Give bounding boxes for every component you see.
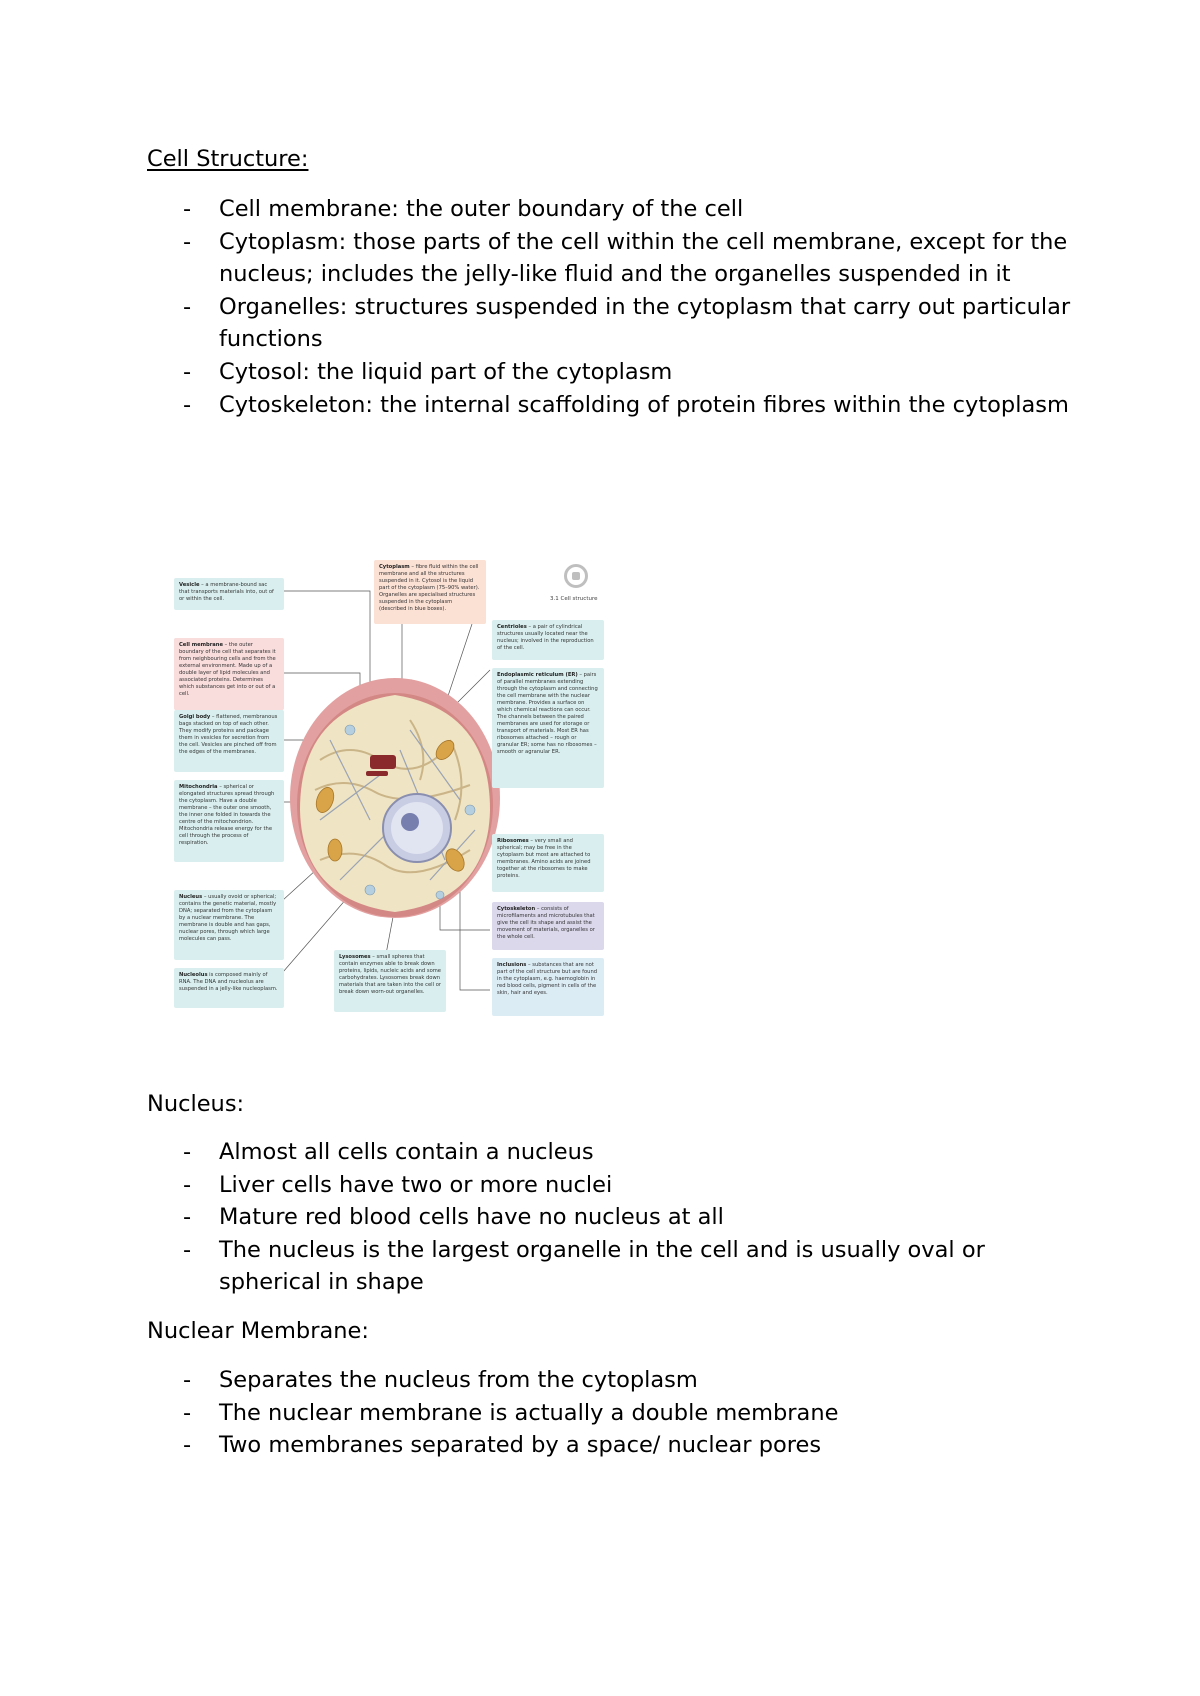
list-item: - Mature red blood cells have no nucleus at all (147, 1201, 1077, 1234)
bullet-dash: - (183, 228, 192, 255)
bullet-dash: - (183, 1367, 192, 1393)
label-nucleus: Nucleus – usually ovoid or spherical; contains the genetic material, mostly DNA; separated from the cytoplasm by a nuclear membrane. The membrane is double and has gaps, nuclear pores, through which large molecules can pass. (174, 890, 284, 960)
label-ribosomes: Ribosomes – very small and spherical; may be free in the cytoplasm but most are attached to membranes. Amino acids are joined together at the ribosomes to make proteins. (492, 834, 604, 892)
bullet-dash: - (183, 1432, 192, 1459)
list-item: - Cytoplasm: those parts of the cell within the cell membrane, except for the nucleus; includes the jelly-like fluid and the organelles suspended in it (147, 226, 1077, 291)
bullet-dash: - (183, 1399, 192, 1426)
list-item: - Separates the nucleus from the cytoplasm (147, 1364, 1077, 1397)
list-item: - Cytoskeleton: the internal scaffolding of protein fibres within the cytoplasm (147, 389, 1077, 422)
label-cytoplasm: Cytoplasm – fibre fluid within the cell membrane and all the structures suspended in it. Cytosol is the liquid part of the cytoplasm (75–90% water). Organelles are specialised structures suspended in the cytoplasm (described in blue boxes). (374, 560, 486, 624)
bullet-dash: - (183, 1236, 192, 1263)
list-item: - The nucleus is the largest organelle in the cell and is usually oval or spherical in shape (147, 1234, 1077, 1299)
bullet-dash: - (183, 1171, 192, 1198)
bullet-dash: - (183, 358, 192, 385)
label-golgi-body: Golgi body – flattened, membranous bags stacked on top of each other. They modify proteins and package them in vesicles for secretion from the cell. Vesicles are pinched off from the edges of the membranes. (174, 710, 284, 772)
cell-structure-heading: Cell Structure: (147, 146, 309, 172)
nuclear-membrane-heading: Nuclear Membrane: (147, 1318, 369, 1344)
label-inclusions: Inclusions – substances that are not part of the cell structure but are found in the cytoplasm, e.g. haemoglobin in red blood cells, pigment in cells of the skin, hair and eyes. (492, 958, 604, 1016)
label-cytoskeleton: Cytoskeleton – consists of microfilaments and microtubules that give the cell its shape and assist the movement of materials, organelles or the whole cell. (492, 902, 604, 950)
cell-diagram (170, 560, 620, 1068)
cell-structure-list (147, 193, 1077, 421)
list-item: - Liver cells have two or more nuclei (147, 1169, 1077, 1202)
bullet-dash: - (183, 196, 192, 222)
list-item: - Cell membrane: the outer boundary of the cell (147, 193, 1077, 226)
nucleus-list (147, 1136, 1077, 1299)
label-endoplasmic-reticulum: Endoplasmic reticulum (ER) – pairs of parallel membranes extending through the cytoplasm and connecting the cell membrane with the nuclear membrane. Provides a surface on which chemical reactions can occur. The channels between the paired membranes are used for storage or transport of materials. Most ER has ribosomes attached – rough or granular ER; some has no ribosomes – smooth or agranular ER. (492, 668, 604, 788)
label-centrioles: Centrioles – a pair of cylindrical structures usually located near the nucleus; involved in the reproduction of the cell. (492, 620, 604, 660)
list-item: - The nuclear membrane is actually a double membrane (147, 1397, 1077, 1430)
label-vesicle: Vesicle – a membrane-bound sac that transports materials into, out of or within the cell. (174, 578, 284, 610)
list-item: - Two membranes separated by a space/ nuclear pores (147, 1429, 1077, 1462)
list-item: - Cytosol: the liquid part of the cytoplasm (147, 356, 1077, 389)
label-cell-membrane: Cell membrane – the outer boundary of the cell that separates it from neighbouring cells and from the external environment. Made up of a double layer of lipid molecules and associated proteins. Determines which substances get into or out of a cell. (174, 638, 284, 710)
nuclear-membrane-list (147, 1364, 1077, 1462)
list-item: - Almost all cells contain a nucleus (147, 1136, 1077, 1169)
label-mitochondria: Mitochondria – spherical or elongated structures spread through the cytoplasm. Have a double membrane – the outer one smooth, the inner one folded in towards the centre of the mitochondrion. Mitochondria release energy for the cell through the process of respiration. (174, 780, 284, 862)
nucleus-heading: Nucleus: (147, 1091, 245, 1117)
bullet-dash: - (183, 1139, 192, 1165)
list-item: - Organelles: structures suspended in the cytoplasm that carry out particular functions (147, 291, 1077, 356)
chapter-emblem-icon (564, 564, 588, 588)
label-lysosomes: Lysosomes – small spheres that contain enzymes able to break down proteins, lipids, nucleic acids and some carbohydrates. Lysosomes break down materials that are taken into the cell or break down worn-out organelles. (334, 950, 446, 1012)
bullet-dash: - (183, 391, 192, 418)
label-nucleolus: Nucleolus is composed mainly of RNA. The DNA and nucleolus are suspended in a jelly-like nucleoplasm. (174, 968, 284, 1008)
bullet-dash: - (183, 293, 192, 320)
emblem-caption: 3.1 Cell structure (550, 596, 598, 602)
bullet-dash: - (183, 1204, 192, 1231)
